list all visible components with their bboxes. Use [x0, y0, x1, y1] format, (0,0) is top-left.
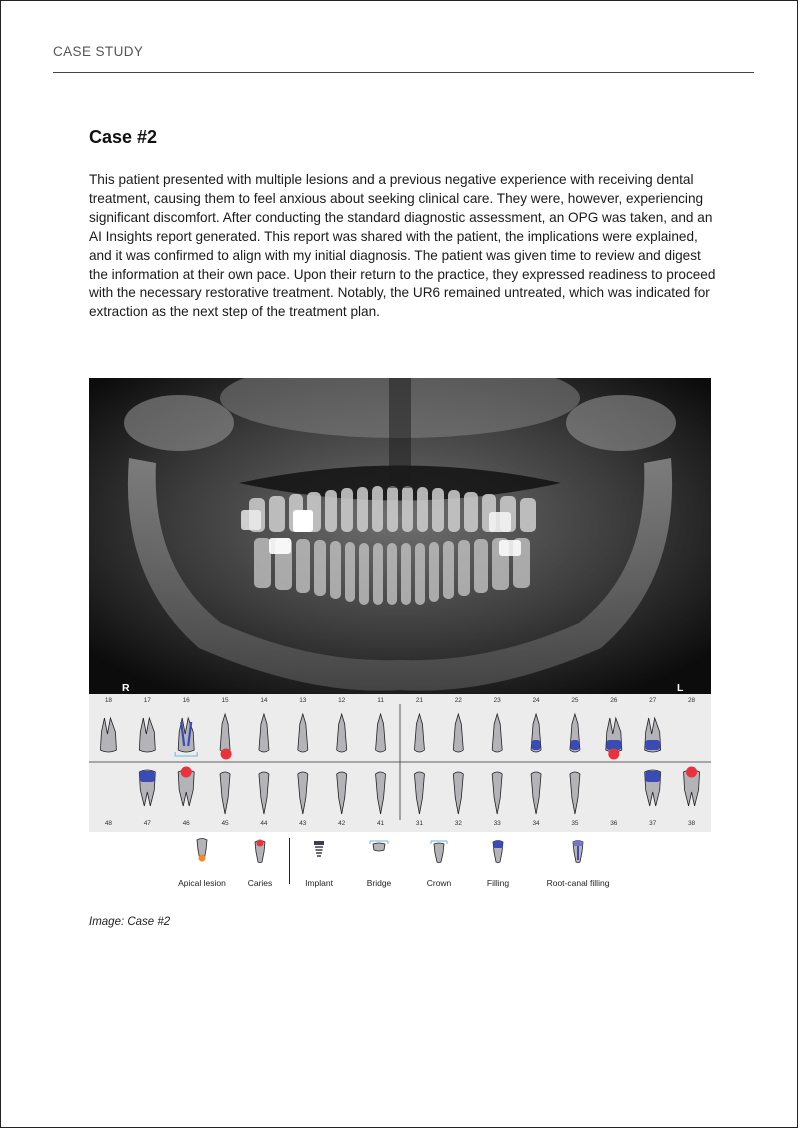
apical-lesion-icon: [195, 838, 209, 864]
left-side-label: L: [677, 682, 684, 694]
tooth-shape: [570, 772, 580, 814]
tooth-shape: [298, 772, 308, 814]
tooth-shape: [376, 772, 386, 814]
lower-tooth: [337, 772, 347, 814]
tooth-number: 22: [454, 697, 462, 704]
upper-tooth: [645, 718, 661, 752]
upper-tooth: [298, 714, 308, 752]
tooth-number: 25: [571, 697, 579, 704]
legend-label: Caries: [247, 878, 273, 888]
upper-tooth: [376, 714, 386, 752]
filling-mark: [140, 771, 155, 782]
legend-label: Bridge: [366, 878, 392, 888]
caries-mark: [686, 767, 697, 778]
tooth-number: 37: [649, 820, 657, 827]
tooth-shape: [259, 772, 269, 814]
tooth-number: 11: [377, 697, 384, 704]
tooth-number: 41: [376, 820, 385, 827]
tooth-shape: [139, 718, 155, 752]
tooth-number: 45: [221, 820, 229, 827]
tooth-shape: [376, 714, 386, 752]
tooth-shape: [453, 772, 463, 814]
lower-tooth: [492, 772, 502, 814]
upper-tooth: [259, 714, 269, 752]
dental-chart-graphic: [89, 694, 711, 832]
caries-mark: [221, 749, 232, 760]
upper-tooth: [453, 714, 463, 752]
tooth-number: 27: [649, 697, 657, 704]
tooth-number: 32: [454, 820, 462, 827]
lower-tooth: [220, 772, 230, 814]
filling-mark: [570, 740, 579, 750]
tooth-number: 42: [338, 820, 346, 827]
caries-icon: [253, 838, 267, 864]
tooth-shape: [531, 772, 541, 814]
tooth-number: 35: [571, 820, 579, 827]
tooth-number: 23: [493, 697, 501, 704]
tooth-number: 17: [143, 697, 151, 704]
tooth-number: 14: [260, 697, 268, 704]
tooth-number: 46: [182, 820, 190, 827]
caries-mark: [181, 767, 192, 778]
upper-tooth: [100, 718, 116, 752]
case-description: This patient presented with multiple lesions and a previous negative experience with receiving dental treatment, causing them to feel anxious about seeking clinical care. They were, however, experiencing significant discomfort. After conducting the standard diagnostic assessment, an OPG was taken, and an AI Insights report generated. This report was shared with the patient, the implications were explained, and it was confirmed to align with my initial diagnosis. The patient was given time to review and digest the information at their own pace. Upon their return to the practice, they expressed readiness to proceed with the necessary restorative treatment. Notably, the UR6 remained untreated, which was indicated for extraction as the next step of the treatment plan.: [89, 172, 716, 320]
crown-icon: [430, 838, 448, 864]
tooth-shape: [414, 772, 424, 814]
lower-tooth: [684, 767, 700, 807]
bridge-icon: [369, 838, 389, 864]
tooth-number: 34: [532, 820, 540, 827]
lower-tooth: [259, 772, 269, 814]
tooth-number: 38: [687, 820, 696, 827]
chart-legend: [89, 832, 711, 892]
upper-tooth: [175, 718, 197, 756]
dental-chart: [89, 694, 711, 832]
tooth-number: 12: [338, 697, 346, 704]
tooth-number: 43: [299, 820, 307, 827]
figure-caption: Image: Case #2: [89, 916, 171, 928]
opg-xray-image: [89, 378, 711, 696]
tooth-shape: [298, 714, 308, 752]
lower-tooth: [178, 767, 194, 807]
upper-tooth: [337, 714, 347, 752]
tooth-shape: [100, 718, 116, 752]
right-side-label: R: [122, 682, 130, 694]
tooth-number: 15: [221, 697, 229, 704]
lower-tooth: [453, 772, 463, 814]
legend-label: Crown: [426, 878, 452, 888]
legend-label: Implant: [305, 878, 333, 888]
upper-tooth: [570, 714, 580, 752]
lower-tooth: [531, 772, 541, 814]
caries-mark: [608, 749, 619, 760]
upper-tooth: [531, 714, 541, 752]
filling-mark: [532, 740, 541, 750]
tooth-shape: [492, 772, 502, 814]
lower-tooth: [414, 772, 424, 814]
upper-tooth: [139, 718, 155, 752]
filling-mark: [645, 771, 660, 782]
case-title: Case #2: [89, 127, 158, 147]
tooth-number: 26: [610, 697, 618, 704]
tooth-number: 21: [415, 697, 424, 704]
upper-tooth: [414, 714, 424, 752]
lower-tooth: [570, 772, 580, 814]
tooth-shape: [337, 714, 347, 752]
tooth-shape: [414, 714, 424, 752]
tooth-shape: [453, 714, 463, 752]
upper-tooth: [606, 718, 622, 760]
tooth-number: 44: [260, 820, 268, 827]
header-divider: [53, 72, 754, 73]
lower-tooth: [139, 770, 155, 806]
lower-tooth: [645, 770, 661, 806]
tooth-shape: [220, 714, 230, 752]
tooth-shape: [259, 714, 269, 752]
root-canal-filling-icon: [571, 838, 585, 864]
tooth-number: 48: [104, 820, 113, 827]
legend-label: Apical lesion: [178, 878, 226, 888]
tooth-number: 18: [104, 697, 113, 704]
lower-tooth: [376, 772, 386, 814]
filling-mark: [645, 740, 660, 750]
case-figure: [89, 378, 711, 892]
legend-label: Root-canal filling: [546, 878, 610, 888]
tooth-number: 28: [687, 697, 696, 704]
tooth-number: 16: [182, 697, 190, 704]
tooth-number: 33: [493, 820, 501, 827]
tooth-number: 31: [415, 820, 424, 827]
tooth-number: 13: [299, 697, 307, 704]
tooth-number: 36: [610, 820, 618, 827]
legend-label: Filling: [486, 878, 510, 888]
upper-tooth: [220, 714, 232, 760]
tooth-shape: [492, 714, 502, 752]
tooth-number: 47: [143, 820, 151, 827]
filling-icon: [491, 838, 505, 864]
tooth-number: 24: [532, 697, 540, 704]
section-header: CASE STUDY: [53, 44, 144, 59]
tooth-shape: [337, 772, 347, 814]
upper-tooth: [492, 714, 502, 752]
legend-item-root-canal-filling: [533, 832, 623, 888]
implant-icon: [312, 838, 326, 864]
legend-item-filling: [453, 832, 543, 888]
crown-mark: [175, 752, 197, 756]
lower-tooth: [298, 772, 308, 814]
tooth-shape: [220, 772, 230, 814]
